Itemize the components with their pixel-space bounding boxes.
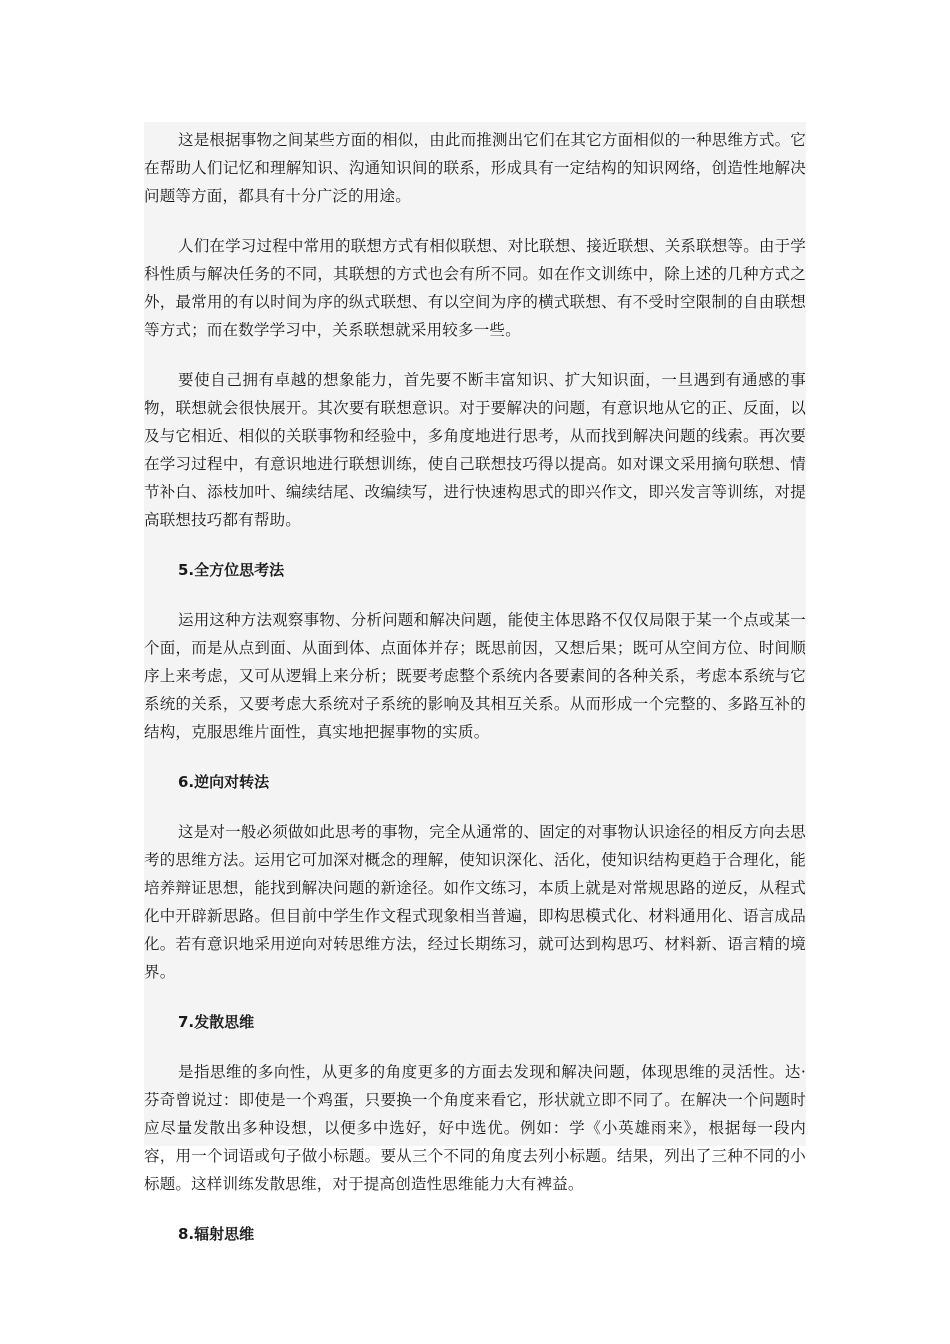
paragraph-divergent-thinking: 是指思维的多向性，从更多的角度更多的方面去发现和解决问题，体现思维的灵活性。达·芬奇曾说过：即使是一个鸡蛋，只要换一个角度来看它，形状就立即不同了。在解决一个问题时应尽量发散出多种设想，以便多中选好，好中选优。例如：学《小英雄雨来》，根据每一段内容，用一个词语或句子做小标题。要从三个不同的角度去列小标题。结果，列出了三种不同的小标题。这样训练发散思维，对于提高创造性思维能力大有裨益。 [144, 1063, 806, 1193]
paragraph-reverse-thinking: 这是对一般必须做如此思考的事物，完全从通常的、固定的对事物认识途径的相反方向去思考的思维方法。运用它可加深对概念的理解，使知识深化、活化，使知识结构更趋于合理化，能培养辩证思想，能找到解决问题的新途径。如作文练习，本质上就是对常规思路的逆反，从程式化中开辟新思路。但目前中学生作文程式现象相当普遍，即构思模式化、材料通用化、语言成品化。若有意识地采用逆向对转思维方法，经过长期练习，就可达到构思巧、材料新、语言精的境界。 [144, 823, 807, 981]
paragraph-gap [144, 344, 806, 366]
document-body [144, 122, 807, 1243]
paragraph-gap [144, 796, 806, 818]
paragraph-gap [144, 1036, 806, 1058]
heading-divergent-thinking: 7.发散思维 [178, 1013, 255, 1031]
paragraph-gap [144, 534, 806, 556]
paragraph-gap [144, 210, 806, 232]
paragraph-analogy-definition: 这是根据事物之间某些方面的相似，由此而推测出它们在其它方面相似的一种思维方式。它在帮助人们记忆和理解知识、沟通知识间的联系，形成具有一定结构的知识网络，创造性地解决问题等方面，都具有十分广泛的用途。 [144, 131, 807, 205]
paragraph-gap [144, 1198, 806, 1220]
paragraph-gap [144, 584, 806, 606]
paragraph-gap [144, 746, 806, 768]
paragraph-all-round-thinking: 运用这种方法观察事物、分析问题和解决问题，能使主体思路不仅仅局限于某一个点或某一个面，而是从点到面、从面到体、点面体并存；既思前因，又想后果；既可从空间方位、时间顺序上来考虑，又可从逻辑上来分析；既要考虑整个系统内各要素间的各种关系，考虑本系统与它系统的关系，又要考虑大系统对子系统的影响及其相互关系。从而形成一个完整的、多路互补的结构，克服思维片面性，真实地把握事物的实质。 [144, 611, 807, 741]
paragraph-gap [144, 986, 806, 1008]
paragraph-imagination-ability: 要使自己拥有卓越的想象能力，首先要不断丰富知识、扩大知识面，一旦遇到有通感的事物，联想就会很快展开。其次要有联想意识。对于要解决的问题，有意识地从它的正、反面，以及与它相近、相似的关联事物和经验中，多角度地进行思考，从而找到解决问题的线索。再次要在学习过程中，有意识地进行联想训练，使自己联想技巧得以提高。如对课文采用摘句联想、情节补白、添枝加叶、编续结尾、改编续写，进行快速构思式的即兴作文，即兴发言等训练，对提高联想技巧都有帮助。 [144, 371, 806, 529]
heading-all-round-thinking: 5.全方位思考法 [178, 561, 285, 579]
paragraph-association-methods: 人们在学习过程中常用的联想方式有相似联想、对比联想、接近联想、关系联想等。由于学科性质与解决任务的不同，其联想的方式也会有所不同。如在作文训练中，除上述的几种方式之外，最常用的有以时间为序的纵式联想、有以空间为序的横式联想、有不受时空限制的自由联想等方式；而在数学学习中，关系联想就采用较多一些。 [144, 237, 807, 339]
heading-radiant-thinking: 8.辐射思维 [178, 1225, 255, 1243]
heading-reverse-thinking: 6.逆向对转法 [178, 773, 270, 791]
